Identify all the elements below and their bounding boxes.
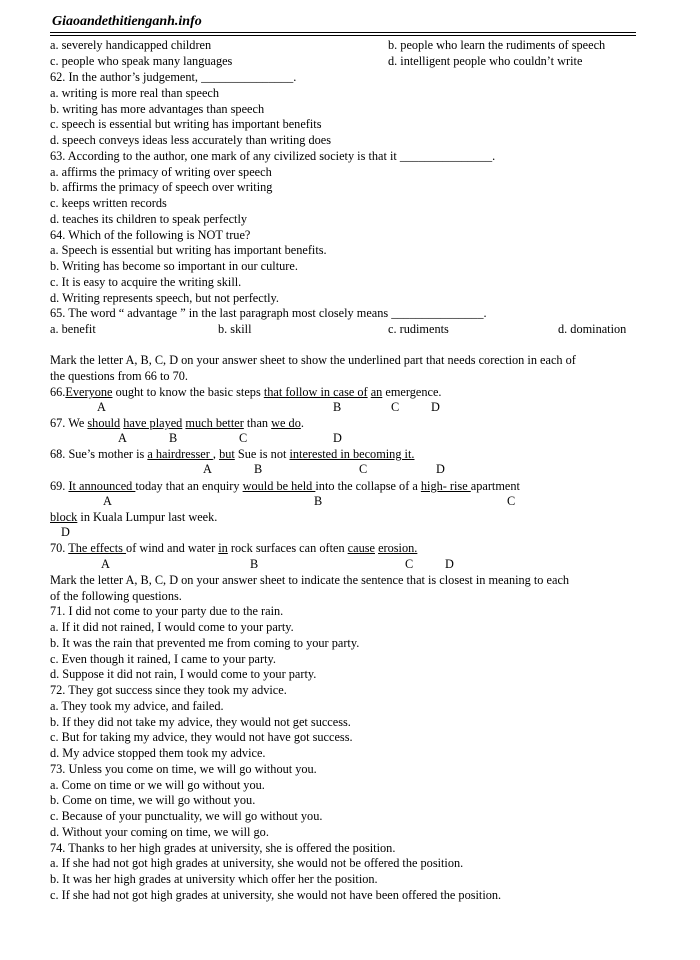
q72-stem: 72. They got success since they took my advice.	[50, 683, 287, 697]
q62-option-d: d. speech conveys ideas less accurately than writing does	[50, 133, 332, 147]
q73-option-c: c. Because of your punctuality, we will go without you.	[50, 809, 323, 823]
q65-option-d: d. domination	[558, 322, 627, 336]
q68-letter-b: B	[254, 462, 263, 476]
q61-option-a: a. severely handicapped children	[50, 38, 212, 52]
q73-option-a: a. Come on time or we will go without you.	[50, 778, 265, 792]
q66-part-b: that follow	[263, 385, 321, 399]
q70-part-d: erosion.	[378, 541, 418, 555]
q67-part-a: should	[87, 416, 121, 430]
q68-letter-d: D	[436, 462, 445, 476]
q68-part-a: a hairdresser	[147, 447, 213, 461]
q67-number: 67. We	[50, 416, 88, 430]
q69-text-1: today that an enquiry	[135, 479, 243, 493]
q69-letter-d: D	[61, 525, 70, 539]
q72-option-a: a. They took my advice, and failed.	[50, 699, 224, 713]
q67-text-4: .	[300, 416, 304, 430]
header-rule-bottom	[50, 35, 636, 36]
q64-option-c: c. It is easy to acquire the writing skill.	[50, 275, 242, 289]
q70-part-c: cause	[347, 541, 375, 555]
q63-option-d: d. teaches its children to speak perfectly	[50, 212, 248, 226]
q63-stem: 63. According to the author, one mark of any civilized society is that it _______________.	[50, 149, 496, 163]
q72-option-b: b. If they did not take my advice, they would not get success.	[50, 715, 351, 729]
q66-letter-a: A	[97, 400, 106, 414]
section3-instruction-line2: of the following questions.	[50, 589, 182, 603]
q65-option-c: c. rudiments	[388, 322, 449, 336]
q65-stem: 65. The word “ advantage ” in the last paragraph most closely means _______________.	[50, 306, 487, 320]
q67-letter-c: C	[239, 431, 248, 445]
q64-option-d: d. Writing represents speech, but not perfectly.	[50, 291, 279, 305]
q67-letter-b: B	[169, 431, 178, 445]
section2-instruction-line2: the questions from 66 to 70.	[50, 369, 188, 383]
q64-stem: 64. Which of the following is NOT true?	[50, 228, 251, 242]
q74-option-b: b. It was her high grades at university which offer her the position.	[50, 872, 378, 886]
q67-part-d: we do	[271, 416, 301, 430]
q62-option-c: c. speech is essential but writing has important benefits	[50, 117, 322, 131]
q66-part-d: an	[370, 385, 383, 399]
q66-text-4: emergence.	[382, 385, 442, 399]
q69-letter-b: B	[314, 494, 323, 508]
q70-part-a: The effects	[68, 541, 127, 555]
q70-text-1: of wind and water	[126, 541, 219, 555]
q66-part-a: Everyone	[65, 385, 113, 399]
q68-letter-a: A	[203, 462, 212, 476]
q74-option-a: a. If she had not got high grades at university, she would not be offered the position.	[50, 856, 464, 870]
q69-number: 69.	[50, 479, 69, 493]
q66-text-1: ought to know the basic steps	[112, 385, 264, 399]
q64-option-b: b. Writing has become so important in our culture.	[50, 259, 298, 273]
q67-letter-a: A	[118, 431, 127, 445]
q67-text-3: than	[243, 416, 272, 430]
q72-option-c: c. But for taking my advice, they would not have got success.	[50, 730, 353, 744]
q61-option-c: c. people who speak many languages	[50, 54, 233, 68]
q63-option-b: b. affirms the primacy of speech over writing	[50, 180, 273, 194]
q68-sentence	[50, 447, 414, 461]
q66-letter-d: D	[431, 400, 440, 414]
q67-part-c: much better	[185, 416, 244, 430]
q65-option-a: a. benefit	[50, 322, 96, 336]
q62-option-b: b. writing has more advantages than speech	[50, 102, 265, 116]
q64-option-a: a. Speech is essential but writing has important benefits.	[50, 243, 327, 257]
q71-option-d: d. Suppose it did not rain, I would come to your party.	[50, 667, 317, 681]
q70-sentence	[50, 541, 417, 555]
q62-option-a: a. writing is more real than speech	[50, 86, 220, 100]
q70-part-b: in	[218, 541, 228, 555]
header-rule-top	[50, 32, 636, 33]
q68-part-c: interested in	[289, 447, 353, 461]
q69-text-2: into the collapse of a	[315, 479, 421, 493]
q73-option-b: b. Come on time, we will go without you.	[50, 793, 256, 807]
q67-sentence	[50, 416, 304, 430]
q74-stem: 74. Thanks to her high grades at university, she is offered the position.	[50, 841, 396, 855]
q67-part-b: have played	[123, 416, 183, 430]
q69-part-b: would be held	[242, 479, 316, 493]
q69-text-4: in Kuala Lumpur last week.	[77, 510, 218, 524]
q73-stem: 73. Unless you come on time, we will go without you.	[50, 762, 317, 776]
site-header: Giaoandethitienganh.info	[52, 14, 202, 29]
q70-text-2: rock surfaces can often	[227, 541, 348, 555]
q65-option-b: b. skill	[218, 322, 252, 336]
q69-letter-c: C	[507, 494, 516, 508]
q70-number: 70.	[50, 541, 69, 555]
q68-number: 68. Sue’s mother is	[50, 447, 148, 461]
q61-option-d: d. intelligent people who couldn’t write	[388, 54, 583, 68]
q68-part-b: but	[219, 447, 235, 461]
q66-letter-c: C	[391, 400, 400, 414]
q61-option-b: b. people who learn the rudiments of speech	[388, 38, 606, 52]
section3-instruction-line1: Mark the letter A, B, C, D on your answer sheet to indicate the sentence that is closest in meaning to each	[50, 573, 570, 587]
q74-option-c: c. If she had not got high grades at university, she would not have been offered the position.	[50, 888, 502, 902]
q69-letter-a: A	[103, 494, 112, 508]
q66-part-c: in case of	[320, 385, 368, 399]
q69-part-a: It announced	[68, 479, 136, 493]
q71-option-a: a. If it did not rained, I would come to your party.	[50, 620, 294, 634]
q69-part-d: block	[50, 510, 78, 524]
q73-option-d: d. Without your coming on time, we will go.	[50, 825, 269, 839]
q68-text-1: ,	[212, 447, 220, 461]
q71-option-b: b. It was the rain that prevented me from coming to your party.	[50, 636, 360, 650]
q63-option-c: c. keeps written records	[50, 196, 167, 210]
q68-text-2: Sue is not	[234, 447, 290, 461]
q70-letter-a: A	[101, 557, 110, 571]
q72-option-d: d. My advice stopped them took my advice.	[50, 746, 266, 760]
q69-sentence-cont	[50, 510, 217, 524]
q68-part-d: becoming it.	[352, 447, 415, 461]
q69-sentence	[50, 479, 520, 493]
q69-part-c: high- rise	[420, 479, 471, 493]
q66-sentence	[50, 385, 442, 399]
q70-letter-d: D	[445, 557, 454, 571]
q62-stem: 62. In the author’s judgement, _______________.	[50, 70, 297, 84]
q71-option-c: c. Even though it rained, I came to your party.	[50, 652, 276, 666]
section2-instruction-line1: Mark the letter A, B, C, D on your answer sheet to show the underlined part that needs corection in each of	[50, 353, 576, 367]
q66-letter-b: B	[333, 400, 342, 414]
q70-letter-c: C	[405, 557, 414, 571]
q71-stem: 71. I did not come to your party due to the rain.	[50, 604, 284, 618]
q70-letter-b: B	[250, 557, 259, 571]
q67-letter-d: D	[333, 431, 342, 445]
q63-option-a: a. affirms the primacy of writing over speech	[50, 165, 272, 179]
q69-text-3: apartment	[470, 479, 520, 493]
q68-letter-c: C	[359, 462, 368, 476]
q66-number: 66.	[50, 385, 66, 399]
